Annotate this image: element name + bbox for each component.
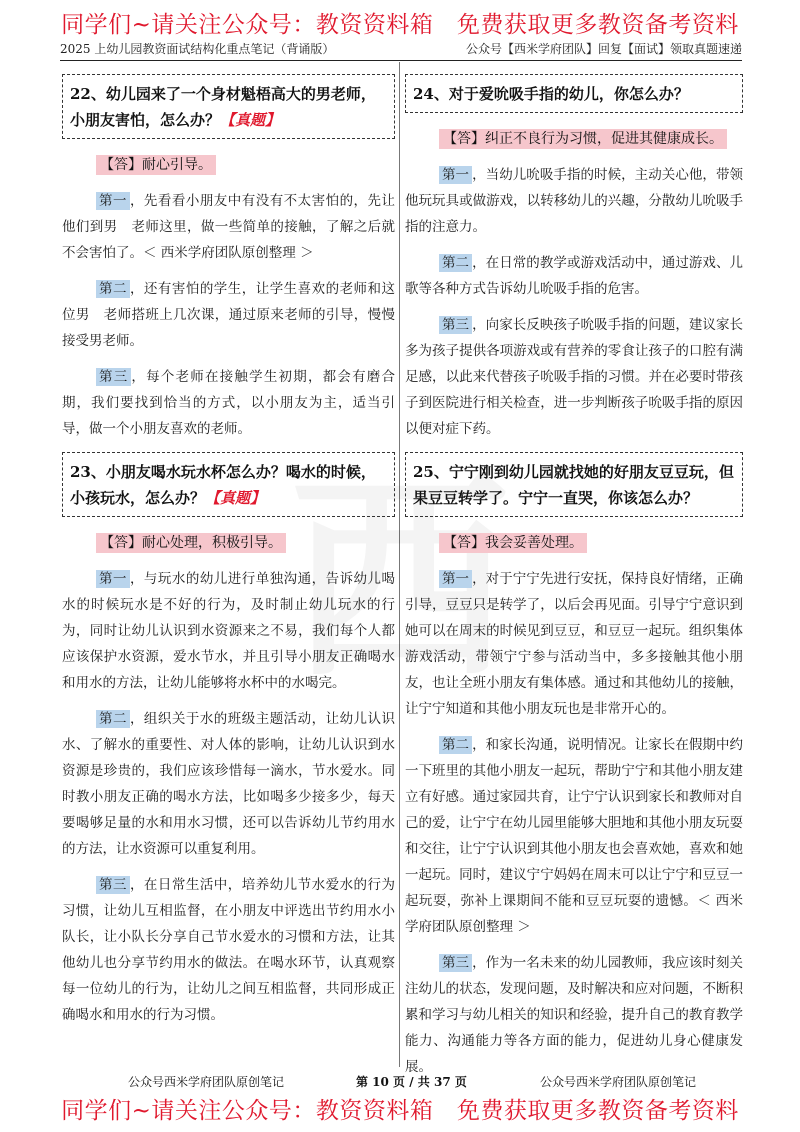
answer-23: 【答】耐心处理，积极引导。 — [96, 533, 286, 553]
answer-23-para-3 — [62, 872, 395, 1028]
para-text: ，还有害怕的学生，让学生喜欢的老师和这位男 老师搭班上几次课，通过原来老师的引导，慢慢接受男老师。 — [62, 281, 396, 349]
question-23-tag: 【真题】 — [205, 489, 266, 507]
para-text: ，每个老师在接触学生初期，都会有磨合期，我们要找到恰当的方式，以小朋友为主，适当引导，做一个小朋友喜欢的老师。 — [62, 369, 396, 437]
para-keyword: 第一 — [439, 166, 472, 184]
page-header — [60, 40, 742, 58]
header-note: 公众号【西米学府团队】回复【面试】领取真题速递 — [465, 42, 742, 56]
answer-23-para-1 — [62, 566, 395, 696]
question-25 — [405, 452, 743, 517]
question-22 — [62, 74, 395, 139]
footer-left: 公众号西米学府团队原创笔记 — [128, 1075, 285, 1089]
question-22-tag: 【真题】 — [220, 111, 281, 129]
para-keyword: 第二 — [96, 280, 130, 298]
para-text: ，作为一名未来的幼儿园教师，我应该时刻关注幼儿的状态，发现问题，及时解决和应对问题，不断积累和学习与幼儿相关的知识和经验，提升自己的教育教学能力、沟通能力等各方面的能力，促进幼儿身心健康发展。 — [405, 955, 744, 1075]
page-number: 第 10 页 / 共 37 页 — [356, 1075, 467, 1089]
answer-25-para-1 — [405, 566, 743, 722]
para-text: ，对于宁宁先进行安抚，保持良好情绪，正确引导，豆豆只是转学了，以后会再见面。引导宁宁意识到她可以在周末的时候见到豆豆，和豆豆一起玩。组织集体游戏活动，带领宁宁参与活动当中，多多接触其他小朋友，也让全班小朋友有集体感。通过和其他幼儿的接触，让宁宁知道和其他小朋友玩也是非常开心的。 — [405, 571, 744, 717]
para-keyword: 第一 — [96, 570, 130, 588]
question-24-text: 24、对于爱吮吸手指的幼儿，你怎么办？ — [413, 85, 689, 103]
answer-22-para-3 — [62, 364, 395, 442]
answer-24-line — [439, 127, 743, 150]
header-title: 2025 上幼儿园教资面试结构化重点笔记（背诵版） — [60, 42, 335, 56]
answer-23-para-2 — [62, 706, 395, 862]
question-23-text: 23、小朋友喝水玩水杯怎么办？喝水的时候，小孩玩水，怎么办？ — [70, 463, 376, 507]
question-23 — [62, 452, 395, 517]
question-24 — [405, 74, 743, 113]
answer-22: 【答】耐心引导。 — [96, 155, 216, 175]
para-keyword: 第三 — [96, 368, 131, 386]
para-keyword: 第三 — [439, 316, 472, 334]
para-text: ，和家长沟通，说明情况。让家长在假期中约一下班里的其他小朋友一起玩，帮助宁宁和其他小朋友建立有好感。通过家园共育，让宁宁认识到家长和教师对自己的爱，让宁宁在幼儿园里能够大胆地和其他小朋友玩耍和交往，让宁宁认识到其他小朋友也会喜欢她，喜欢和她一起玩。同时，建议宁宁妈妈在周末可以让宁宁和豆豆一起玩耍，弥补上课期间不能和豆豆玩耍的遗憾。＜ 西米学府团队原创整理 ＞ — [405, 737, 744, 935]
answer-25-para-3 — [405, 950, 743, 1080]
para-text: ，向家长反映孩子吮吸手指的问题，建议家长多为孩子提供各项游戏或有营养的零食让孩子的口腔有满足感，以此来代替孩子吮吸手指的习惯。并在必要时带孩子到医院进行相关检查，进一步判断孩子吮吸手指的原因以便对症下药。 — [405, 317, 744, 437]
page-footer — [0, 1073, 800, 1089]
para-keyword: 第一 — [96, 192, 130, 210]
answer-24-para-3 — [405, 312, 743, 442]
answer-24-para-2 — [405, 250, 743, 302]
column-divider — [399, 62, 400, 1067]
answer-25-line — [439, 531, 743, 554]
para-text: ，先看看小朋友中有没有不太害怕的，先让他们到男 老师这里，做一些简单的接触，了解之后就不会害怕了。＜ 西米学府团队原创整理 ＞ — [62, 193, 396, 261]
answer-25-para-2 — [405, 732, 743, 940]
para-keyword: 第三 — [439, 954, 472, 972]
para-keyword: 第二 — [439, 736, 472, 754]
para-text: ，当幼儿吮吸手指的时候，主动关心他，带领他玩玩具或做游戏，以转移幼儿的兴趣，分散幼儿吮吸手指的注意力。 — [405, 167, 744, 235]
question-25-text: 25、宁宁刚到幼儿园就找她的好朋友豆豆玩，但果豆豆转学了。宁宁一直哭，你该怎么办？ — [413, 463, 734, 507]
answer-24: 【答】纠正不良行为习惯，促进其健康成长。 — [439, 129, 727, 149]
answer-22-para-1 — [62, 188, 395, 266]
left-column — [62, 74, 395, 1038]
answer-23-line — [96, 531, 395, 554]
para-text: ，组织关于水的班级主题活动，让幼儿认识水、了解水的重要性、对人体的影响，让幼儿认识到水资源是珍贵的，我们应该珍惜每一滴水，节水爱水。同时教小朋友正确的喝水方法，比如喝多少接多少，每天要喝够足量的水和用水习惯，还可以告诉幼儿节约用水的方法，让水资源可以重复利用。 — [62, 711, 396, 857]
para-text: ，在日常生活中，培养幼儿节水爱水的行为习惯，让幼儿互相监督，在小朋友中评选出节约用水小队长，让小队长分享自己节水爱水的习惯和方法，让其他幼儿也分享节约用水的做法。在喝水环节，认真观察每一位幼儿的行为，让幼儿之间互相监督，共同形成正确喝水和用水的行为习惯。 — [62, 877, 396, 1023]
para-keyword: 第三 — [96, 876, 130, 894]
para-keyword: 第二 — [439, 254, 472, 272]
promo-banner-top: 同学们~请关注公众号：教资资料箱 免费获取更多教资备考资料 — [61, 12, 739, 38]
para-text: ，与玩水的幼儿进行单独沟通，告诉幼儿喝水的时候玩水是不好的行为，及时制止幼儿玩水的行为，同时让幼儿认识到水资源来之不易，我们每个人都应该保护水资源，爱水节水，并且引导小朋友正确喝水和用水的方法，让幼儿能够将水杯中的水喝完。 — [62, 571, 396, 691]
para-text: ，在日常的教学或游戏活动中，通过游戏、儿歌等各种方式告诉幼儿吮吸手指的危害。 — [405, 255, 744, 297]
answer-25: 【答】我会妥善处理。 — [439, 533, 587, 553]
answer-22-line — [96, 153, 395, 176]
question-22-text: 22、幼儿园来了一个身材魁梧高大的男老师，小朋友害怕，怎么办？ — [70, 85, 376, 129]
answer-22-para-2 — [62, 276, 395, 354]
header-divider — [60, 60, 742, 61]
para-keyword: 第二 — [96, 710, 130, 728]
right-column — [405, 74, 743, 1090]
para-keyword: 第一 — [439, 570, 472, 588]
promo-banner-bottom: 同学们~请关注公众号：教资资料箱 免费获取更多教资备考资料 — [61, 1098, 739, 1124]
footer-right: 公众号西米学府团队原创笔记 — [540, 1075, 697, 1089]
answer-24-para-1 — [405, 162, 743, 240]
